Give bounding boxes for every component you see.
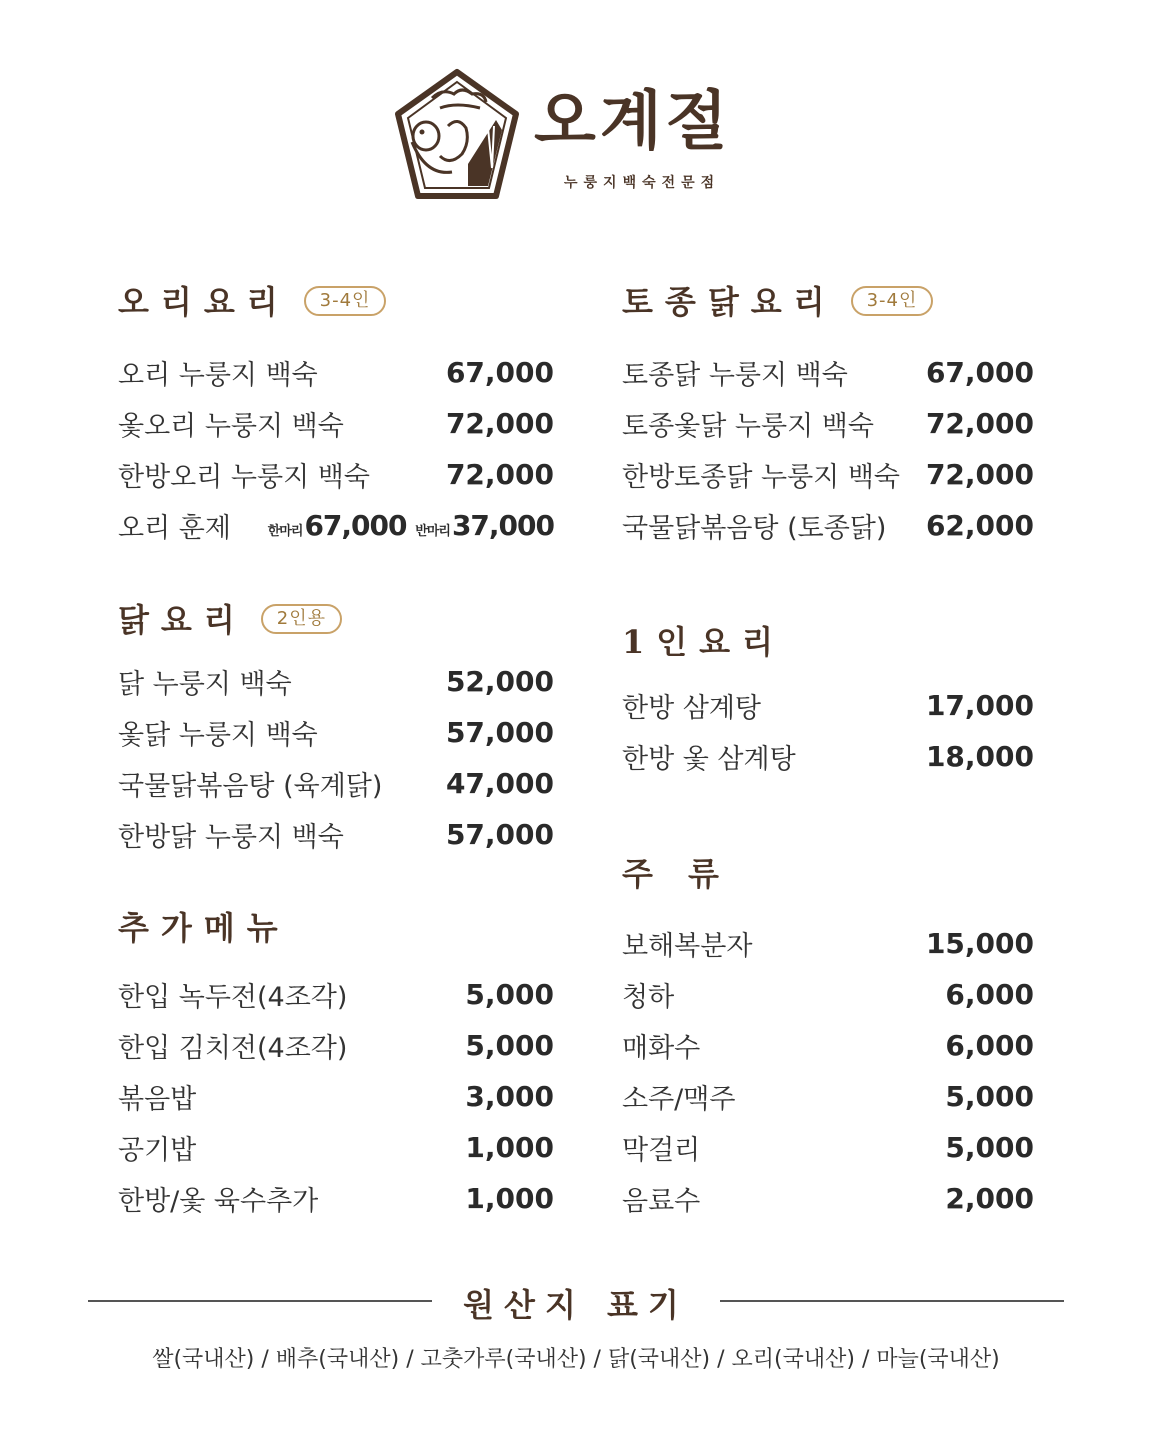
- menu-item-price: 67,000: [445, 355, 554, 389]
- menu-row: [118, 452, 554, 496]
- menu-item-name: 오리 누룽지 백숙: [118, 359, 318, 391]
- menu-item-name: 음료수: [622, 1185, 701, 1217]
- menu-item-name: 국물닭볶음탕 (육계닭): [118, 770, 383, 802]
- menu-item-name: 국물닭볶음탕 (토종닭): [622, 512, 887, 544]
- menu-item-name: 한방/옻 육수추가: [118, 1185, 319, 1217]
- menu-item-price: 17,000: [925, 688, 1034, 722]
- menu-item-price: 57,000: [445, 817, 554, 851]
- menu-row: [622, 1176, 1034, 1220]
- duck-serving-badge: 3-4인: [304, 286, 387, 316]
- menu-item-price: 67,000: [925, 355, 1034, 389]
- section-title-duck: [118, 283, 386, 321]
- menu-item-name: 한방 삼계탕: [622, 692, 761, 724]
- menu-item-name: 한입 녹두전(4조각): [118, 981, 348, 1013]
- origin-divider-left: [88, 1300, 432, 1302]
- menu-item-price: 6,000: [945, 1028, 1034, 1062]
- menu-item-name: 오리 훈제: [118, 512, 231, 544]
- menu-item-name: 보해복분자: [622, 930, 753, 962]
- brand-tagline: 누룽지백숙전문점: [564, 175, 721, 191]
- menu-row: [118, 812, 554, 856]
- menu-item-price: 15,000: [925, 926, 1034, 960]
- menu-item-name: 한방닭 누룽지 백숙: [118, 821, 344, 853]
- menu-row: [118, 350, 554, 394]
- menu-row: [622, 1074, 1034, 1118]
- menu-item-price: 5,000: [945, 1130, 1034, 1164]
- menu-item-price: 5,000: [465, 1028, 554, 1062]
- menu-item-price: 62,000: [925, 508, 1034, 542]
- menu-row: [118, 761, 554, 805]
- chicken-title-text: 닭요리: [118, 601, 247, 639]
- half-label: 반마리: [415, 523, 450, 539]
- menu-item-name: 한방 옻 삼계탕: [622, 743, 796, 775]
- menu-item-price: 72,000: [925, 457, 1034, 491]
- menu-row: [622, 1023, 1034, 1067]
- menu-item-name: 막걸리: [622, 1134, 701, 1166]
- menu-item-price: 2,000: [945, 1181, 1034, 1215]
- native-chicken-title-text: 토종닭요리: [622, 283, 837, 321]
- menu-row: [622, 401, 1034, 445]
- menu-item-name: 옻닭 누룽지 백숙: [118, 719, 318, 751]
- menu-item-name: 공기밥: [118, 1134, 197, 1166]
- brand-name: 오계절: [534, 84, 732, 159]
- menu-item-name: 매화수: [622, 1032, 701, 1064]
- section-title-extra: 추가메뉴: [118, 909, 290, 947]
- menu-row: [622, 972, 1034, 1016]
- origin-text: 쌀(국내산) / 배추(국내산) / 고춧가루(국내산) / 닭(국내산) / 오리(국내산) / 마늘(국내산): [152, 1347, 1000, 1372]
- menu-item-price: 1,000: [465, 1181, 554, 1215]
- whole-label: 한마리: [267, 523, 303, 539]
- menu-row: [118, 1176, 554, 1220]
- whole-price: 67,000: [304, 508, 407, 542]
- menu-row: [622, 921, 1034, 965]
- menu-item-name: 토종닭 누룽지 백숙: [622, 359, 848, 391]
- menu-row-smoked-duck: [118, 503, 554, 547]
- section-title-native-chicken: [622, 283, 933, 321]
- menu-item-price: 1,000: [465, 1130, 554, 1164]
- menu-row: [118, 401, 554, 445]
- menu-item-price: 72,000: [445, 406, 554, 440]
- menu-item-name: 닭 누룽지 백숙: [118, 668, 292, 700]
- menu-row: [118, 1125, 554, 1169]
- menu-row: [118, 710, 554, 754]
- half-price: 37,000: [451, 508, 554, 542]
- menu-item-price: 47,000: [445, 766, 554, 800]
- menu-item-price: 5,000: [945, 1079, 1034, 1113]
- menu-row: [622, 350, 1034, 394]
- menu-item-name: 한방오리 누룽지 백숙: [118, 461, 370, 493]
- menu-row: [622, 683, 1034, 727]
- menu-item-name: 한입 김치전(4조각): [118, 1032, 348, 1064]
- origin-title: 원산지 표기: [463, 1286, 689, 1324]
- brand-logo: [392, 68, 772, 204]
- chicken-serving-badge: 2인용: [261, 604, 342, 634]
- menu-item-price: 6,000: [945, 977, 1034, 1011]
- menu-item-name: 토종옻닭 누룽지 백숙: [622, 410, 874, 442]
- menu-row: [118, 659, 554, 703]
- menu-item-price: 3,000: [465, 1079, 554, 1113]
- menu-item-name: 청하: [622, 981, 675, 1013]
- menu-row: [118, 1074, 554, 1118]
- menu-item-name: 옻오리 누룽지 백숙: [118, 410, 344, 442]
- menu-row: [118, 972, 554, 1016]
- pentagon-emblem-icon: [392, 68, 522, 202]
- menu-item-name: 볶음밥: [118, 1083, 197, 1115]
- menu-item-price: 52,000: [445, 664, 554, 698]
- native-chicken-serving-badge: 3-4인: [851, 286, 934, 316]
- menu-row: [622, 1125, 1034, 1169]
- menu-item-name: 소주/맥주: [622, 1083, 736, 1115]
- section-title-chicken: [118, 601, 342, 639]
- menu-item-price: 72,000: [925, 406, 1034, 440]
- section-title-drinks: 주 류: [622, 855, 731, 893]
- menu-item-name: 한방토종닭 누룽지 백숙: [622, 461, 900, 493]
- duck-title-text: 오리요리: [118, 283, 290, 321]
- menu-item-price: 72,000: [445, 457, 554, 491]
- menu-item-price: 5,000: [465, 977, 554, 1011]
- menu-row: [622, 734, 1034, 778]
- menu-item-price: 18,000: [925, 739, 1034, 773]
- smoked-duck-prices: [268, 509, 554, 542]
- section-title-single: 1인요리: [622, 623, 786, 661]
- menu-row: [118, 1023, 554, 1067]
- menu-row: [622, 503, 1034, 547]
- menu-item-price: 57,000: [445, 715, 554, 749]
- origin-divider-right: [720, 1300, 1064, 1302]
- menu-row: [622, 452, 1034, 496]
